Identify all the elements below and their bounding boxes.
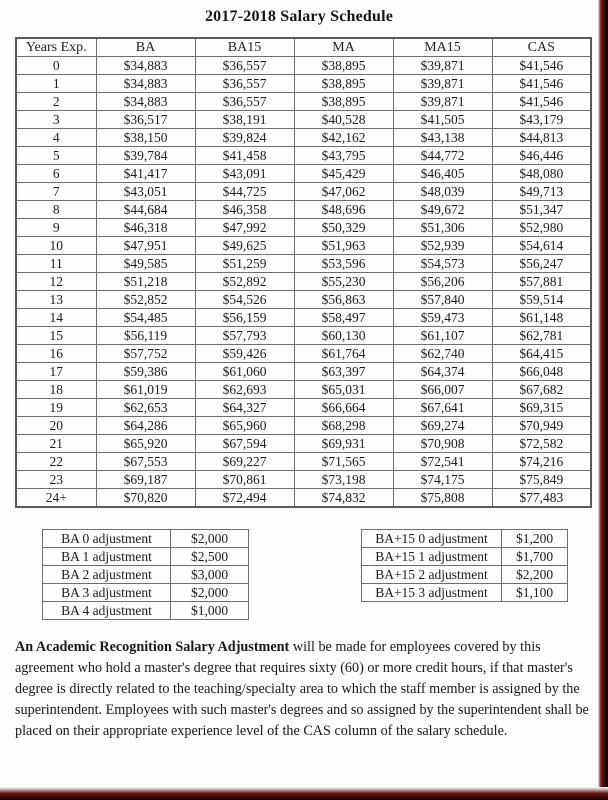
- table-cell: $43,051: [96, 183, 195, 201]
- table-cell: $74,216: [492, 453, 591, 471]
- table-cell: $62,781: [492, 327, 591, 345]
- table-row: [16, 417, 591, 435]
- table-cell: $57,881: [492, 273, 591, 291]
- table-cell: 10: [16, 237, 96, 255]
- table-cell: $46,405: [393, 165, 492, 183]
- table-cell: $2,200: [502, 566, 568, 584]
- table-cell: $52,852: [96, 291, 195, 309]
- table-cell: $36,557: [195, 75, 294, 93]
- table-row: [16, 489, 591, 508]
- table-cell: BA+15 3 adjustment: [362, 584, 502, 602]
- table-cell: $72,541: [393, 453, 492, 471]
- table-row: [362, 566, 568, 584]
- table-row: [43, 548, 249, 566]
- table-cell: $41,546: [492, 57, 591, 75]
- table-cell: $36,557: [195, 93, 294, 111]
- table-cell: $56,206: [393, 273, 492, 291]
- table-cell: $59,426: [195, 345, 294, 363]
- table-cell: $75,849: [492, 471, 591, 489]
- table-row: [16, 345, 591, 363]
- table-cell: $43,091: [195, 165, 294, 183]
- table-cell: $64,415: [492, 345, 591, 363]
- table-cell: 0: [16, 57, 96, 75]
- table-cell: $56,247: [492, 255, 591, 273]
- table-row: [16, 147, 591, 165]
- table-cell: $47,062: [294, 183, 393, 201]
- salary-table-body: [16, 57, 591, 508]
- table-cell: 20: [16, 417, 96, 435]
- table-cell: $51,306: [393, 219, 492, 237]
- table-cell: 7: [16, 183, 96, 201]
- table-cell: $61,107: [393, 327, 492, 345]
- table-cell: $47,992: [195, 219, 294, 237]
- ba15-adjustment-table: [361, 529, 568, 602]
- table-cell: $54,573: [393, 255, 492, 273]
- table-row: [16, 399, 591, 417]
- table-cell: $54,614: [492, 237, 591, 255]
- table-row: [16, 435, 591, 453]
- table-cell: 1: [16, 75, 96, 93]
- table-cell: $39,784: [96, 147, 195, 165]
- table-cell: $69,315: [492, 399, 591, 417]
- table-cell: $60,130: [294, 327, 393, 345]
- table-cell: $1,200: [502, 530, 568, 548]
- table-cell: $61,764: [294, 345, 393, 363]
- table-cell: $38,895: [294, 57, 393, 75]
- table-row: [16, 129, 591, 147]
- column-header-ba15: BA15: [195, 38, 294, 57]
- table-cell: $67,682: [492, 381, 591, 399]
- table-cell: $41,505: [393, 111, 492, 129]
- table-row: [362, 530, 568, 548]
- table-row: [16, 237, 591, 255]
- table-cell: $70,820: [96, 489, 195, 508]
- table-cell: $59,514: [492, 291, 591, 309]
- table-cell: $42,162: [294, 129, 393, 147]
- table-cell: $61,148: [492, 309, 591, 327]
- table-row: [16, 327, 591, 345]
- table-cell: $64,286: [96, 417, 195, 435]
- salary-table-header-row: [16, 38, 591, 57]
- table-cell: $45,429: [294, 165, 393, 183]
- table-cell: $34,883: [96, 93, 195, 111]
- table-cell: $48,039: [393, 183, 492, 201]
- table-cell: 13: [16, 291, 96, 309]
- table-cell: $72,582: [492, 435, 591, 453]
- table-row: [16, 453, 591, 471]
- table-cell: $62,740: [393, 345, 492, 363]
- table-row: [362, 584, 568, 602]
- table-cell: $38,895: [294, 93, 393, 111]
- table-cell: $64,327: [195, 399, 294, 417]
- table-cell: $44,725: [195, 183, 294, 201]
- table-cell: 24+: [16, 489, 96, 508]
- table-cell: $52,939: [393, 237, 492, 255]
- table-row: [16, 381, 591, 399]
- table-cell: $49,672: [393, 201, 492, 219]
- table-cell: $46,446: [492, 147, 591, 165]
- table-cell: $51,347: [492, 201, 591, 219]
- table-row: [16, 75, 591, 93]
- table-row: [16, 471, 591, 489]
- table-cell: $72,494: [195, 489, 294, 508]
- table-cell: $39,871: [393, 57, 492, 75]
- table-row: [43, 584, 249, 602]
- table-cell: 6: [16, 165, 96, 183]
- table-row: [16, 291, 591, 309]
- table-cell: BA 2 adjustment: [43, 566, 171, 584]
- table-cell: $67,553: [96, 453, 195, 471]
- table-cell: 12: [16, 273, 96, 291]
- table-cell: $38,191: [195, 111, 294, 129]
- table-cell: $66,048: [492, 363, 591, 381]
- ba-adjustment-table: [42, 529, 249, 620]
- table-row: [16, 255, 591, 273]
- table-cell: $2,500: [171, 548, 249, 566]
- table-cell: $41,546: [492, 93, 591, 111]
- table-cell: $48,080: [492, 165, 591, 183]
- adjustment-tables-section: [0, 529, 598, 620]
- table-cell: $47,951: [96, 237, 195, 255]
- table-cell: 23: [16, 471, 96, 489]
- table-cell: 2: [16, 93, 96, 111]
- table-cell: $70,861: [195, 471, 294, 489]
- table-cell: $54,485: [96, 309, 195, 327]
- table-cell: $65,960: [195, 417, 294, 435]
- table-cell: 18: [16, 381, 96, 399]
- table-cell: $3,000: [171, 566, 249, 584]
- scan-border-bottom: [0, 787, 608, 800]
- table-row: [16, 363, 591, 381]
- table-row: [43, 602, 249, 620]
- table-cell: $59,386: [96, 363, 195, 381]
- table-cell: BA+15 2 adjustment: [362, 566, 502, 584]
- table-cell: $38,895: [294, 75, 393, 93]
- table-cell: 9: [16, 219, 96, 237]
- table-cell: $67,594: [195, 435, 294, 453]
- table-cell: 3: [16, 111, 96, 129]
- table-cell: 14: [16, 309, 96, 327]
- table-cell: $49,713: [492, 183, 591, 201]
- table-cell: $58,497: [294, 309, 393, 327]
- note-body: will be made for employees covered by this agreement who hold a master's degree that requires sixty (60) or more credit hours, if that master's degree is directly related to the teaching/specialty area to which the staff member is assigned by the superintendent. Employees with such master's degrees and so assigned by the superintendent shall be placed on their appropriate experience level of the CAS column of the salary schedule.: [15, 639, 589, 739]
- table-cell: $44,772: [393, 147, 492, 165]
- table-cell: $70,949: [492, 417, 591, 435]
- table-cell: $69,187: [96, 471, 195, 489]
- table-cell: $43,138: [393, 129, 492, 147]
- table-cell: $36,517: [96, 111, 195, 129]
- table-row: [16, 183, 591, 201]
- ba15-adjustment-table-body: [362, 530, 568, 602]
- table-cell: $52,892: [195, 273, 294, 291]
- scan-border-right: [598, 0, 608, 800]
- table-cell: $51,963: [294, 237, 393, 255]
- table-cell: $61,060: [195, 363, 294, 381]
- table-cell: 21: [16, 435, 96, 453]
- table-cell: $57,793: [195, 327, 294, 345]
- table-cell: $55,230: [294, 273, 393, 291]
- academic-recognition-note: [15, 637, 591, 742]
- column-header-ma15: MA15: [393, 38, 492, 57]
- table-cell: $64,374: [393, 363, 492, 381]
- table-cell: $61,019: [96, 381, 195, 399]
- column-header-years-exp: Years Exp.: [16, 38, 96, 57]
- column-header-cas: CAS: [492, 38, 591, 57]
- table-cell: $44,684: [96, 201, 195, 219]
- table-cell: $39,871: [393, 93, 492, 111]
- table-cell: BA 4 adjustment: [43, 602, 171, 620]
- table-cell: BA+15 0 adjustment: [362, 530, 502, 548]
- table-cell: $74,832: [294, 489, 393, 508]
- table-cell: $46,318: [96, 219, 195, 237]
- table-cell: $44,813: [492, 129, 591, 147]
- column-header-ba: BA: [96, 38, 195, 57]
- table-cell: $75,808: [393, 489, 492, 508]
- table-cell: $1,000: [171, 602, 249, 620]
- table-row: [16, 111, 591, 129]
- table-cell: $39,824: [195, 129, 294, 147]
- table-row: [16, 165, 591, 183]
- table-row: [362, 548, 568, 566]
- table-cell: $41,546: [492, 75, 591, 93]
- table-cell: $41,458: [195, 147, 294, 165]
- table-cell: $1,100: [502, 584, 568, 602]
- table-cell: $51,218: [96, 273, 195, 291]
- table-cell: $51,259: [195, 255, 294, 273]
- table-cell: $34,883: [96, 57, 195, 75]
- table-cell: 15: [16, 327, 96, 345]
- table-cell: BA+15 1 adjustment: [362, 548, 502, 566]
- table-cell: $53,596: [294, 255, 393, 273]
- table-cell: $62,653: [96, 399, 195, 417]
- table-cell: $73,198: [294, 471, 393, 489]
- table-cell: $69,227: [195, 453, 294, 471]
- table-cell: $68,298: [294, 417, 393, 435]
- table-cell: $70,908: [393, 435, 492, 453]
- table-cell: BA 1 adjustment: [43, 548, 171, 566]
- table-cell: $69,274: [393, 417, 492, 435]
- table-cell: $63,397: [294, 363, 393, 381]
- table-cell: $2,000: [171, 584, 249, 602]
- table-cell: $38,150: [96, 129, 195, 147]
- table-cell: $52,980: [492, 219, 591, 237]
- table-cell: $69,931: [294, 435, 393, 453]
- table-cell: 4: [16, 129, 96, 147]
- table-cell: $56,119: [96, 327, 195, 345]
- table-cell: $49,585: [96, 255, 195, 273]
- table-cell: $65,031: [294, 381, 393, 399]
- table-cell: $65,920: [96, 435, 195, 453]
- table-cell: 16: [16, 345, 96, 363]
- salary-schedule-table: [15, 37, 592, 508]
- table-cell: $67,641: [393, 399, 492, 417]
- page-title: 2017-2018 Salary Schedule: [204, 8, 394, 25]
- table-cell: $48,696: [294, 201, 393, 219]
- table-cell: $49,625: [195, 237, 294, 255]
- column-header-ma: MA: [294, 38, 393, 57]
- table-row: [16, 309, 591, 327]
- table-cell: $46,358: [195, 201, 294, 219]
- table-cell: $41,417: [96, 165, 195, 183]
- table-cell: $50,329: [294, 219, 393, 237]
- table-cell: $2,000: [171, 530, 249, 548]
- table-cell: $43,795: [294, 147, 393, 165]
- table-cell: 5: [16, 147, 96, 165]
- table-cell: 17: [16, 363, 96, 381]
- table-row: [16, 219, 591, 237]
- table-cell: $56,159: [195, 309, 294, 327]
- table-cell: BA 3 adjustment: [43, 584, 171, 602]
- table-row: [43, 530, 249, 548]
- table-cell: $57,840: [393, 291, 492, 309]
- table-cell: $43,179: [492, 111, 591, 129]
- table-cell: 22: [16, 453, 96, 471]
- table-cell: $57,752: [96, 345, 195, 363]
- table-cell: $74,175: [393, 471, 492, 489]
- table-cell: $66,664: [294, 399, 393, 417]
- table-row: [43, 566, 249, 584]
- table-cell: BA 0 adjustment: [43, 530, 171, 548]
- table-cell: $66,007: [393, 381, 492, 399]
- table-row: [16, 93, 591, 111]
- ba-adjustment-table-body: [43, 530, 249, 620]
- table-cell: $39,871: [393, 75, 492, 93]
- table-cell: $54,526: [195, 291, 294, 309]
- table-cell: $59,473: [393, 309, 492, 327]
- table-row: [16, 201, 591, 219]
- table-row: [16, 57, 591, 75]
- table-cell: 8: [16, 201, 96, 219]
- table-cell: $40,528: [294, 111, 393, 129]
- table-cell: $1,700: [502, 548, 568, 566]
- table-cell: $77,483: [492, 489, 591, 508]
- table-cell: $34,883: [96, 75, 195, 93]
- table-cell: $62,693: [195, 381, 294, 399]
- table-cell: 11: [16, 255, 96, 273]
- note-bold-lead: An Academic Recognition Salary Adjustment: [15, 639, 290, 655]
- table-cell: $56,863: [294, 291, 393, 309]
- table-cell: 19: [16, 399, 96, 417]
- table-cell: $36,557: [195, 57, 294, 75]
- table-cell: $71,565: [294, 453, 393, 471]
- table-row: [16, 273, 591, 291]
